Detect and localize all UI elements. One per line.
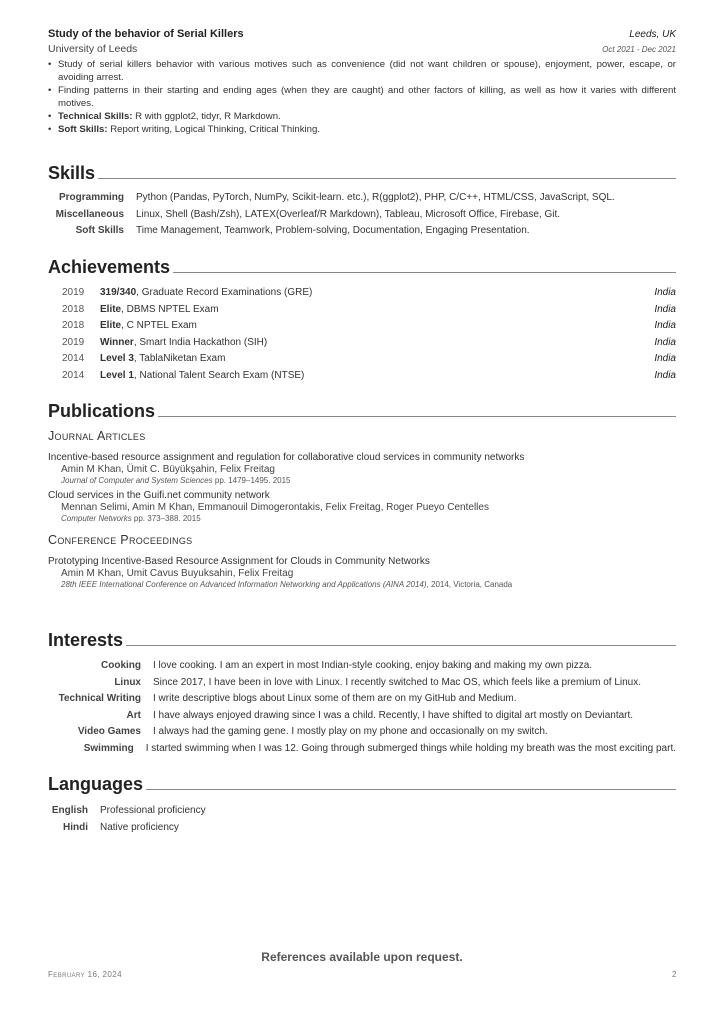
section-rule	[158, 416, 676, 417]
publication-source: 28th IEEE International Conference on Advanced Information Networking and Applications (AINA 2014), 2014, Victoria, Canada	[61, 580, 513, 589]
journal-heading: Journal Articles	[48, 429, 146, 443]
publication-source: Computer Networks pp. 373–388. 2015	[61, 514, 201, 523]
achievement-row: 2014 Level 1, National Talent Search Exam (NTSE) India	[62, 369, 676, 381]
bullet-item: • Technical Skills: R with ggplot2, tidyr, R Markdown.	[58, 110, 676, 123]
skill-row: Soft Skills Time Management, Teamwork, Problem-solving, Documentation, Engaging Presentation.	[75, 225, 530, 236]
conference-heading: Conference Proceedings	[48, 533, 193, 547]
page-number: 2	[672, 970, 677, 979]
section-rule	[126, 645, 676, 646]
bullet-item: • Soft Skills: Report writing, Logical Thinking, Critical Thinking.	[58, 123, 676, 136]
section-rule	[173, 272, 676, 273]
achievement-row: 2018 Elite, C NPTEL Exam India	[62, 320, 676, 331]
achievements-section	[48, 257, 676, 384]
section-rule	[146, 789, 676, 790]
publication-title: Cloud services in the Guifi.net community network	[48, 490, 270, 501]
interests-title: Interests	[48, 630, 124, 650]
project-title: Study of the behavior of Serial Killers	[48, 28, 244, 40]
interest-row: Art I have always enjoyed drawing since I was a child. Recently, I have shifted to digital art mostly on Deviantart.	[126, 709, 634, 721]
publication-source: Journal of Computer and System Sciences pp. 1479–1495. 2015	[61, 476, 291, 485]
achievement-row: 2018 Elite, DBMS NPTEL Exam India	[62, 303, 676, 315]
publication-title: Incentive-based resource assignment and regulation for collaborative cloud services in community networks	[48, 452, 525, 463]
journal-entry	[48, 452, 676, 485]
achievements-title: Achievements	[48, 257, 171, 277]
interest-row: Swimming I started swimming when I was 12. Going through submerged things while holding my breath was the most exciting part.	[83, 742, 676, 754]
project-bullets	[48, 58, 676, 136]
section-heading	[48, 401, 676, 421]
language-row: English Professional proficiency	[51, 805, 206, 816]
skill-row: Miscellaneous Linux, Shell (Bash/Zsh), LATEX(Overleaf/R Markdown), Tableau, Microsoft Office, Firebase, Git.	[55, 208, 561, 220]
languages-title: Languages	[48, 774, 144, 794]
bullet-item: • Finding patterns in their starting and ending ages (when they are caught) and other factors of killing, as well as how it varies with different motives.	[58, 84, 676, 110]
section-heading	[48, 163, 676, 183]
project-date: Oct 2021 - Dec 2021	[602, 45, 676, 54]
section-rule	[98, 178, 676, 179]
skill-row: Programming Python (Pandas, PyTorch, NumPy, Scikit-learn. etc.), R(ggplot2), PHP, C/C++, HTML/CSS, JavaScript, SQL.	[58, 192, 615, 203]
interests-section	[48, 630, 676, 757]
interest-row: Linux Since 2017, I have been in love with Linux. I recently switched to Mac OS, which feels like a premium of Linux.	[114, 676, 642, 688]
references-note: References available upon request.	[261, 950, 463, 964]
publication-authors: Amin M Khan, Umit Cavus Buyuksahin, Felix Freitag	[61, 568, 294, 579]
languages-section	[48, 774, 676, 836]
conference-entry	[48, 556, 676, 589]
footer-date: February 16, 2024	[48, 970, 122, 979]
skills-section	[48, 163, 676, 240]
publications-title: Publications	[48, 401, 156, 421]
publications-section	[48, 401, 676, 589]
project-organization: University of Leeds	[48, 43, 138, 55]
achievement-row: 2014 Level 3, TablaNiketan Exam India	[62, 353, 676, 364]
achievement-row: 2019 Winner, Smart India Hackathon (SIH) India	[62, 336, 676, 348]
interest-row: Video Games I always had the gaming gene. I mostly play on my phone and occasionally on my switch.	[77, 726, 548, 737]
publication-authors: Mennan Selimi, Amin M Khan, Emmanouil Dimogerontakis, Felix Freitag, Roger Pueyo Centelles	[61, 502, 489, 513]
section-heading	[48, 774, 676, 794]
project-entry	[48, 28, 676, 136]
language-row: Hindi Native proficiency	[63, 821, 179, 833]
skills-title: Skills	[48, 163, 96, 183]
interest-row: Cooking I love cooking. I am an expert in most Indian-style cooking, enjoy baking and making my own pizza.	[101, 660, 593, 671]
project-location: Leeds, UK	[629, 29, 676, 40]
publication-authors: Amin M Khan, Ümit C. Büyükşahin, Felix Freitag	[61, 464, 275, 475]
journal-entry	[48, 490, 676, 523]
achievement-row: 2019 319/340, Graduate Record Examinations (GRE) India	[62, 287, 676, 298]
section-heading	[48, 630, 676, 650]
interest-row: Technical Writing I write descriptive blogs about Linux some of them are on my GitHub and Medium.	[58, 693, 517, 704]
publication-title: Prototyping Incentive-Based Resource Assignment for Clouds in Community Networks	[48, 556, 430, 567]
section-heading	[48, 257, 676, 277]
bullet-item: • Study of serial killers behavior with various motives such as convenience (did not want children or spouse), enjoyment, power, escape, or avoiding arrest.	[58, 58, 676, 84]
